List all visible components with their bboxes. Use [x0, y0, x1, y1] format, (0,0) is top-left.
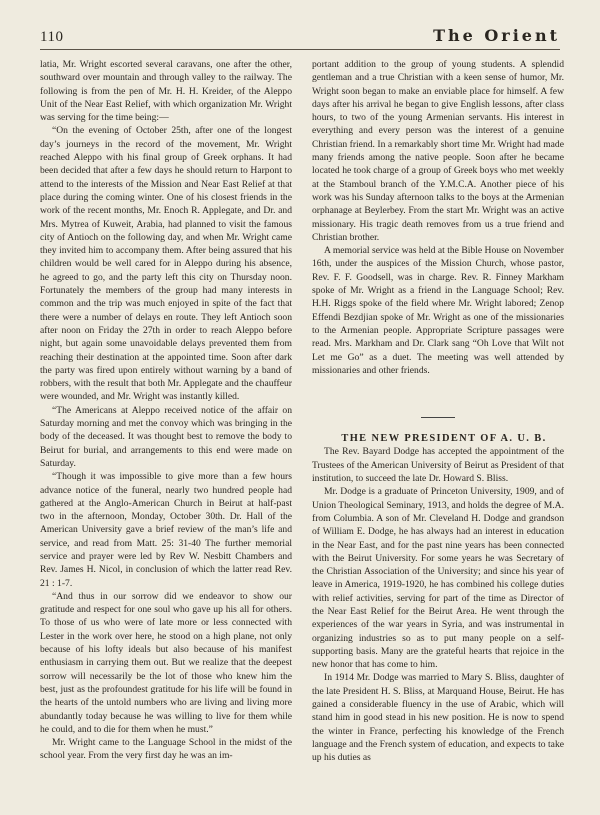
paragraph: Mr. Dodge is a graduate of Princeton University, 1909, and of Union Theological Seminary, 1913, and holds the degree of M.A. from Columbia. A son of Mr. Cleveland H. Dodge and grandson of William E. Dodge, he has always had an interest in education in the Near East, and for the past nine years has been connected with the Beirut University. For some years he was Secretary of the Christian Association of the University; and since his year of leave in America, 1919-1920, he has combined his college duties with relief activities, serving for part of the time as Director of the Near East Relief for the Beirut Area. He went through the experiences of the war years in Syria, and was instrumental in organizing industries so as to put many people on a self-supporting basis. Many are the grateful hearts that rejoice in the new honor that has come to him.	[312, 486, 564, 671]
paragraph: latia, Mr. Wright escorted several caravans, one after the other, southward over mountain and through valley to the railway. The following is from the pen of Mr. H. H. Kreider, of the Aleppo Unit of the Near East Relief, with which organization Mr. Wright was serving for the time being:—	[40, 59, 292, 124]
left-column	[40, 58, 292, 763]
header-rule	[40, 49, 560, 50]
paragraph: Mr. Wright came to the Language School in the midst of the school year. From the very first day he was an im-	[40, 737, 292, 762]
page-number: 110	[40, 29, 64, 45]
section-divider	[421, 417, 455, 418]
paragraph: The Rev. Bayard Dodge has accepted the appointment of the Trustees of the American University of Beirut as President of that institution, to succeed the late Dr. Howard S. Bliss.	[312, 446, 564, 485]
right-column	[312, 58, 564, 765]
paragraph: A memorial service was held at the Bible House on November 16th, under the auspices of the Mission Church, whose pastor, Rev. F. F. Goodsell, was in charge. Rev. R. Finney Markham spoke of Mr. Wright as a friend in the Language School; Rev. H.H. Riggs spoke of the field where Mr. Wright labored; Zenop Effendi Bezdjian spoke of Mr. Wright as one of the missionaries to the Armenian people. Appropriate Scripture passages were read. Mrs. Markham and Dr. Clark sang “Oh Love that Wilt not Let me Go” as a duet. The meeting was well attended by missionaries and other friends.	[312, 245, 564, 376]
paragraph: “Though it was impossible to give more than a few hours advance notice of the funeral, nearly two hundred people had gathered at the Anglo-American Church in Beirut at half-past two in the afternoon, Monday, October 30th. Dr. Hall of the American University gave a brief review of the man’s life and service, and read from Matt. 25: 31-40 The further memorial service and prayer were led by Rev W. Nesbitt Chambers and Rev. James H. Nicol, in conclusion of which the latter read Rev. 21 : 1-7.	[40, 471, 292, 589]
paragraph: portant addition to the group of young students. A splendid gentleman and a true Christian with a keen sense of humor, Mr. Wright soon began to make an enviable place for himself. A few days after his arrival he began to give English lessons, after class hours, to two of the young Armenian servants. His interest in everything and every person was the interest of a genuine Christian friend. In a remarkably short time Mr. Wright had made many friends among the native people. Soon after he became located he took charge of a group of Greek boys who met weekly at the Stamboul branch of the Y.M.C.A. Another piece of his work was his Sunday afternoon talks to the boys at the Armenian orphanage at Beylerbey. From the start Mr. Wright was an active missionary. His tragic death removes from us a true friend and Christian brother.	[312, 59, 564, 243]
page-header	[40, 26, 560, 48]
running-head: The Orient	[433, 26, 560, 45]
section-title: THE NEW PRESIDENT OF A. U. B.	[341, 433, 547, 445]
paragraph: “The Americans at Aleppo received notice of the affair on Saturday morning and met the convoy which was bringing in the body of the deceased. It was thought best to remove the body to Beirut for burial, and arrangements to this end were made on Saturday.	[40, 404, 292, 469]
paragraph: In 1914 Mr. Dodge was married to Mary S. Bliss, daughter of the late President H. S. Bliss, at Marquand House, Beirut. He has gained a considerable fluency in the use of Arabic, which will stand him in good stead in his new position. He is now to spend the winter in France, perfecting his knowledge of the French language and the French system of education, and expects to take up his duties as	[312, 672, 564, 764]
paragraph: “On the evening of October 25th, after one of the longest day’s journeys in the record of the movement, Mr. Wright reached Aleppo with his final group of Greek orphans. It had been decided that after a few days he should return to Harpont to attend to the interests of the Mission and Near East Relief at that place during the coming winter. One of his closest friends in the work of the recent months, Mr. Enoch R. Applegate, and Dr. and Mrs. Mytrea of Kuweit, Arabia, had planned to visit the famous city of Antioch on the following day, and when Mr. Wright came they invited him to accompany them. After being assured that his children would be well cared for in Aleppo during his absence, he agreed to go, and the party left this city on Thursday noon. Fortunately the members of the group had many interests in common and the trip was much enjoyed in spite of the fact that there were a number of delays en route. They left Antioch soon after noon on Friday the 27th in order to reach Aleppo before night, but again some unavoidable delays prevented them from reaching their destination at the appointed time. Soon after dark the party was fired upon entirely without warning by a band of robbers, with the result that both Mr. Applegate and the chauffeur were wounded, and Mr. Wright was instantly killed.	[40, 125, 292, 403]
paragraph: “And thus in our sorrow did we endeavor to show our gratitude and respect for one soul who gave up his all for others. To those of us who were of late more or less connected with Lester in the work over here, he stood on a high plane, not only because of his lofty ideals but also because of his manifest enthusiasm in carrying them out. But we realize that the deepest sorrow will necessarily be the lot of those who knew him the best, just as the profoundest gratitude for his life will be found in the hearts of the untold numbers who are living and living more abundantly today because he was willing to live for them while he could, and to die for them when he must.”	[40, 590, 292, 735]
